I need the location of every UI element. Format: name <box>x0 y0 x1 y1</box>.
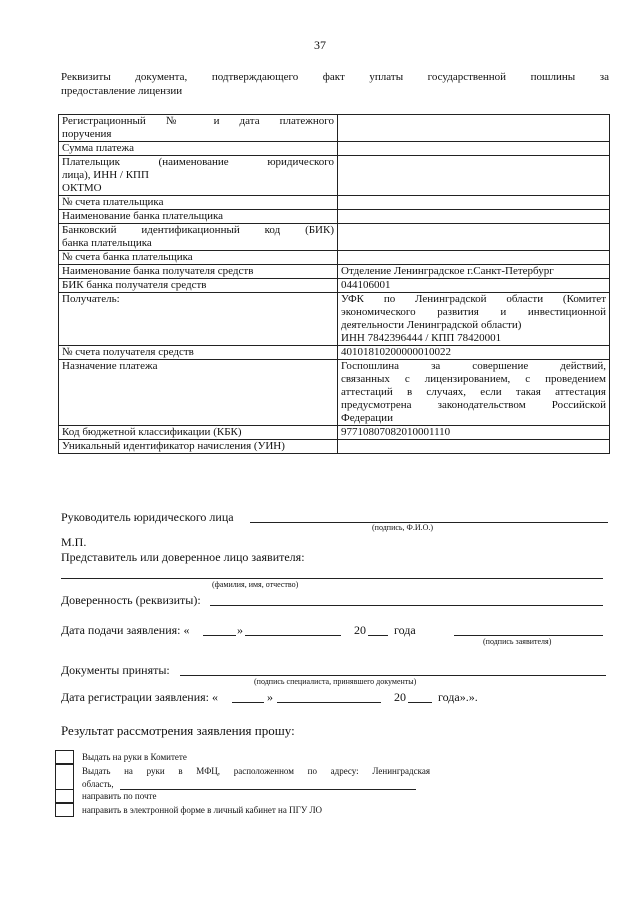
table-row <box>59 279 610 293</box>
row-value-purpose <box>338 360 610 426</box>
documents-accepted-caption: (подпись специалиста, принявшего документы) <box>254 677 417 686</box>
registration-month-line[interactable] <box>277 702 381 703</box>
registration-year-line[interactable] <box>408 702 432 703</box>
stamp-label: М.П. <box>61 535 87 549</box>
row-value-line: аттестаций в случаях, если такая аттестация <box>341 386 606 398</box>
row-label-kbk: Код бюджетной классификации (КБК) <box>59 426 338 440</box>
row-value-recipient-bank: Отделение Ленинградское г.Санкт-Петербург <box>338 265 610 279</box>
head-label: Руководитель юридического лица <box>61 510 234 524</box>
intro-line-1: Реквизиты документа, подтверждающего факт уплаты государственной пошлины за <box>61 71 609 83</box>
submission-day-line[interactable] <box>203 635 236 636</box>
row-label-payer-account: № счета плательщика <box>59 196 338 210</box>
row-label-recipient-bik: БИК банка получателя средств <box>59 279 338 293</box>
submission-year-suffix: года <box>394 623 416 637</box>
registration-year-prefix: 20 <box>394 690 406 704</box>
row-label-line: лица), ИНН / КПП <box>62 169 149 181</box>
documents-accepted-line[interactable] <box>180 675 606 676</box>
table-row <box>59 156 610 196</box>
option-label-mfc-region: область, <box>82 779 114 789</box>
table-row <box>59 360 610 426</box>
representative-caption: (фамилия, имя, отчество) <box>212 580 299 589</box>
row-value-payer-bank-account[interactable] <box>338 251 610 265</box>
row-value-payer[interactable] <box>338 156 610 196</box>
row-value-recipient-account: 40101810200000010022 <box>338 346 610 360</box>
page-number: 37 <box>314 38 326 52</box>
registration-quote: » <box>267 690 273 704</box>
result-title: Результат рассмотрения заявления прошу: <box>61 723 295 738</box>
table-row <box>59 440 610 454</box>
row-label-payer-bik <box>59 224 338 251</box>
option-checkbox-committee[interactable] <box>55 750 74 764</box>
row-value-line: предусмотрена законодательством Российской <box>341 399 606 411</box>
row-label-recipient-account: № счета получателя средств <box>59 346 338 360</box>
documents-accepted-label: Документы приняты: <box>61 663 170 677</box>
row-label-amount: Сумма платежа <box>59 142 338 156</box>
table-row <box>59 293 610 346</box>
option-label-committee: Выдать на руки в Комитете <box>82 752 187 762</box>
row-value-line: Госпошлина за совершение действий, <box>341 360 606 372</box>
row-label-recipient-bank: Наименование банка получателя средств <box>59 265 338 279</box>
row-value-payment-order[interactable] <box>338 115 610 142</box>
submission-month-line[interactable] <box>245 635 341 636</box>
row-label-recipient: Получатель: <box>59 293 338 346</box>
table-row <box>59 115 610 142</box>
row-label-payer <box>59 156 338 196</box>
submission-date-label: Дата подачи заявления: « <box>61 623 190 637</box>
row-value-kbk: 97710807082010001110 <box>338 426 610 440</box>
registration-date-label: Дата регистрации заявления: « <box>61 690 219 704</box>
submission-quote: » <box>237 623 243 637</box>
row-label-line: банка плательщика <box>62 237 152 249</box>
row-label-purpose: Назначение платежа <box>59 360 338 426</box>
row-value-payer-bik[interactable] <box>338 224 610 251</box>
option-checkbox-post[interactable] <box>55 789 74 803</box>
mfc-address-line[interactable] <box>120 789 416 790</box>
row-label-line: Банковский идентификационный код (БИК) <box>62 224 334 236</box>
row-value-line: экономического развития и инвестиционной <box>341 306 606 318</box>
intro-line-2: предоставление лицензии <box>61 85 183 97</box>
row-value-payer-account[interactable] <box>338 196 610 210</box>
table-row <box>59 210 610 224</box>
row-value-line: связанных с лицензированием, с проведением <box>341 373 606 385</box>
option-label-mfc: Выдать на руки в МФЦ, расположенном по адресу: Ленинградская <box>82 766 430 776</box>
row-label-line: ОКТМО <box>62 182 102 194</box>
row-value-line: ИНН 7842396444 / КПП 78420001 <box>341 332 502 344</box>
table-row <box>59 265 610 279</box>
row-value-line: Федерации <box>341 412 393 424</box>
table-row <box>59 426 610 440</box>
row-value-uin[interactable] <box>338 440 610 454</box>
applicant-signature-caption: (подпись заявителя) <box>483 637 552 646</box>
submission-year-prefix: 20 <box>354 623 366 637</box>
row-value-line: деятельности Ленинградской области) <box>341 319 522 331</box>
row-label-uin: Уникальный идентификатор начисления (УИН) <box>59 440 338 454</box>
table-row <box>59 346 610 360</box>
table-row <box>59 224 610 251</box>
registration-day-line[interactable] <box>232 702 264 703</box>
row-label-line: Регистрационный № и дата платежного <box>62 115 334 127</box>
row-label-payment-order <box>59 115 338 142</box>
power-of-attorney-line[interactable] <box>210 605 603 606</box>
row-value-recipient <box>338 293 610 346</box>
table-row <box>59 196 610 210</box>
power-of-attorney-label: Доверенность (реквизиты): <box>61 593 201 607</box>
submission-year-line[interactable] <box>368 635 388 636</box>
intro-text <box>61 70 609 98</box>
payment-details-table <box>58 114 610 454</box>
row-value-payer-bank[interactable] <box>338 210 610 224</box>
row-value-recipient-bik: 044106001 <box>338 279 610 293</box>
representative-name-line[interactable] <box>61 578 603 579</box>
registration-year-suffix: года».». <box>438 690 478 704</box>
row-value-line: УФК по Ленинградской области (Комитет <box>341 293 606 305</box>
row-label-line: поручения <box>62 128 112 140</box>
option-label-post: направить по почте <box>82 791 157 801</box>
row-label-payer-bank: Наименование банка плательщика <box>59 210 338 224</box>
option-label-electronic: направить в электронной форме в личный кабинет на ПГУ ЛО <box>82 805 323 815</box>
table-row <box>59 251 610 265</box>
table-row <box>59 142 610 156</box>
representative-label: Представитель или доверенное лицо заявителя: <box>61 550 305 564</box>
row-label-payer-bank-account: № счета банка плательщика <box>59 251 338 265</box>
option-checkbox-mfc[interactable] <box>55 764 74 790</box>
option-checkbox-electronic[interactable] <box>55 803 74 817</box>
row-label-line: Плательщик (наименование юридического <box>62 156 334 168</box>
applicant-signature-line[interactable] <box>454 635 603 636</box>
head-caption: (подпись, Ф.И.О.) <box>372 523 434 532</box>
row-value-amount[interactable] <box>338 142 610 156</box>
